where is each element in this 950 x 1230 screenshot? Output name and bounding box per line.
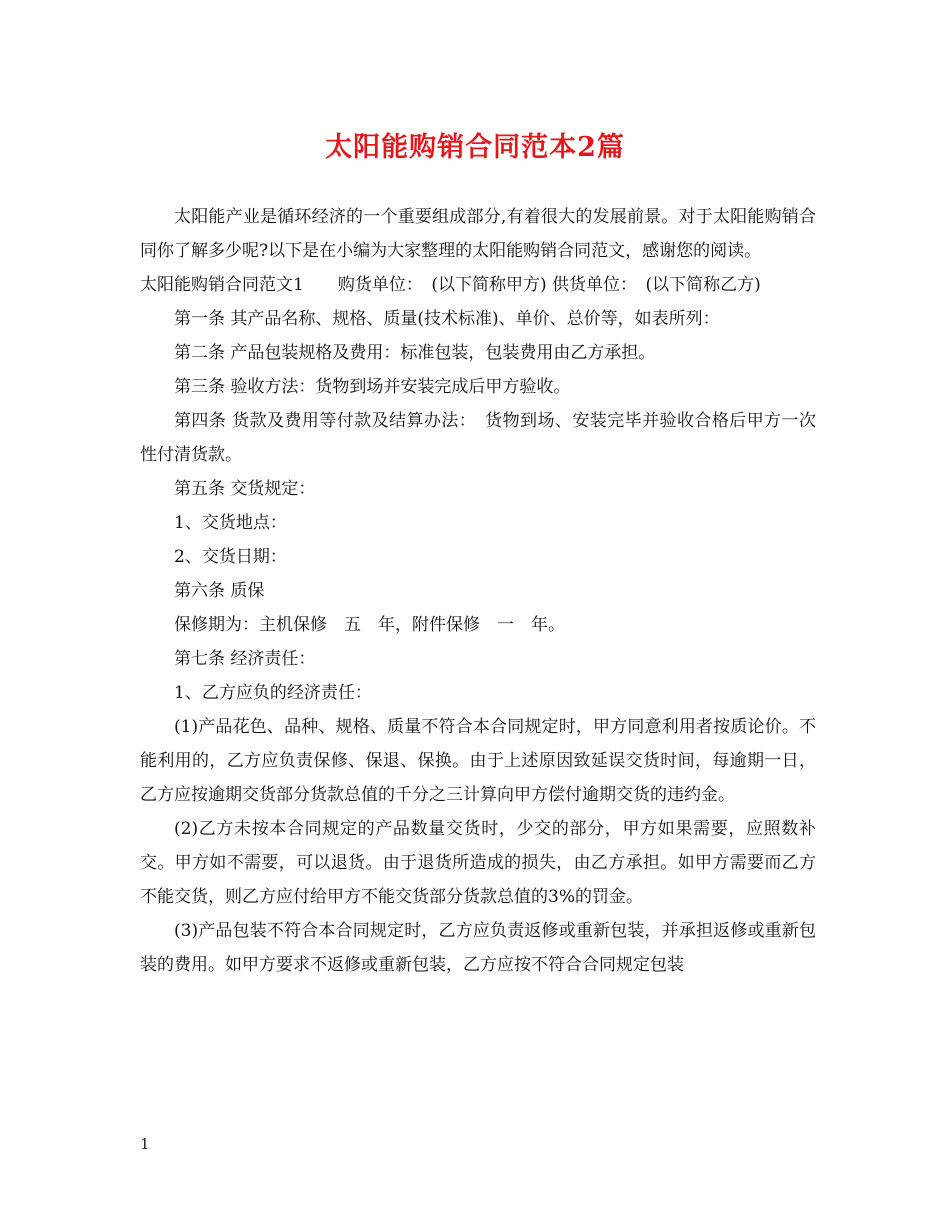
paragraph-contract-header: 太阳能购销合同范文1 购货单位： (以下简称甲方) 供货单位： (以下简称乙方) [140,275,761,295]
paragraph-clause-2: (2)乙方未按本合同规定的产品数量交货时，少交的部分，甲方如果需要，应照数补交。甲方如不需要，可以退货。由于退货所造成的损失，由乙方承担。如甲方需要而乙方不能交货，则乙方应付给甲方不能交货部分货款总值的3%的罚金。 [140,819,816,907]
paragraph-clause-1: (1)产品花色、品种、规格、质量不符合本合同规定时，甲方同意利用者按质论价。不能利用的，乙方应负责保修、保退、保换。由于上述原因致延误交货时间，每逾期一日，乙方应按逾期交货部分货款总值的千分之三计算向甲方偿付逾期交货的违约金。 [140,717,816,805]
document-body [140,200,816,982]
paragraph-clause-3: (3)产品包装不符合本合同规定时，乙方应负责返修或重新包装，并承担返修或重新包装的费用。如甲方要求不返修或重新包装，乙方应按不符合合同规定包装 [140,921,816,975]
paragraph-article-2: 第二条 产品包装规格及费用：标准包装，包装费用由乙方承担。 [174,343,656,363]
paragraph-article-1: 第一条 其产品名称、规格、质量(技术标准)、单价、总价等，如表所列： [174,309,720,329]
paragraph-party-b-liability: 1、乙方应负的经济责任： [174,683,372,703]
paragraph-article-6: 第六条 质保 [174,581,265,601]
paragraph-warranty-period: 保修期为：主机保修 五 年，附件保修 一 年。 [174,615,565,635]
paragraph-article-3: 第三条 验收方法：货物到场并安装完成后甲方验收。 [174,377,571,397]
paragraph-delivery-date: 2、交货日期： [174,547,287,567]
paragraph-delivery-location: 1、交货地点： [174,513,287,533]
page-number: 1 [140,1135,150,1153]
paragraph-article-7: 第七条 经济责任： [174,649,316,669]
paragraph-intro: 太阳能产业是循环经济的一个重要组成部分,有着很大的发展前景。对于太阳能购销合同你了解多少呢?以下是在小编为大家整理的太阳能购销合同范文，感谢您的阅读。 [140,207,816,261]
document-title: 太阳能购销合同范本2篇 [325,132,625,163]
paragraph-article-5: 第五条 交货规定： [174,479,316,499]
paragraph-article-4: 第四条 货款及费用等付款及结算办法： 货物到场、安装完毕并验收合格后甲方一次性付清货款。 [140,411,816,465]
